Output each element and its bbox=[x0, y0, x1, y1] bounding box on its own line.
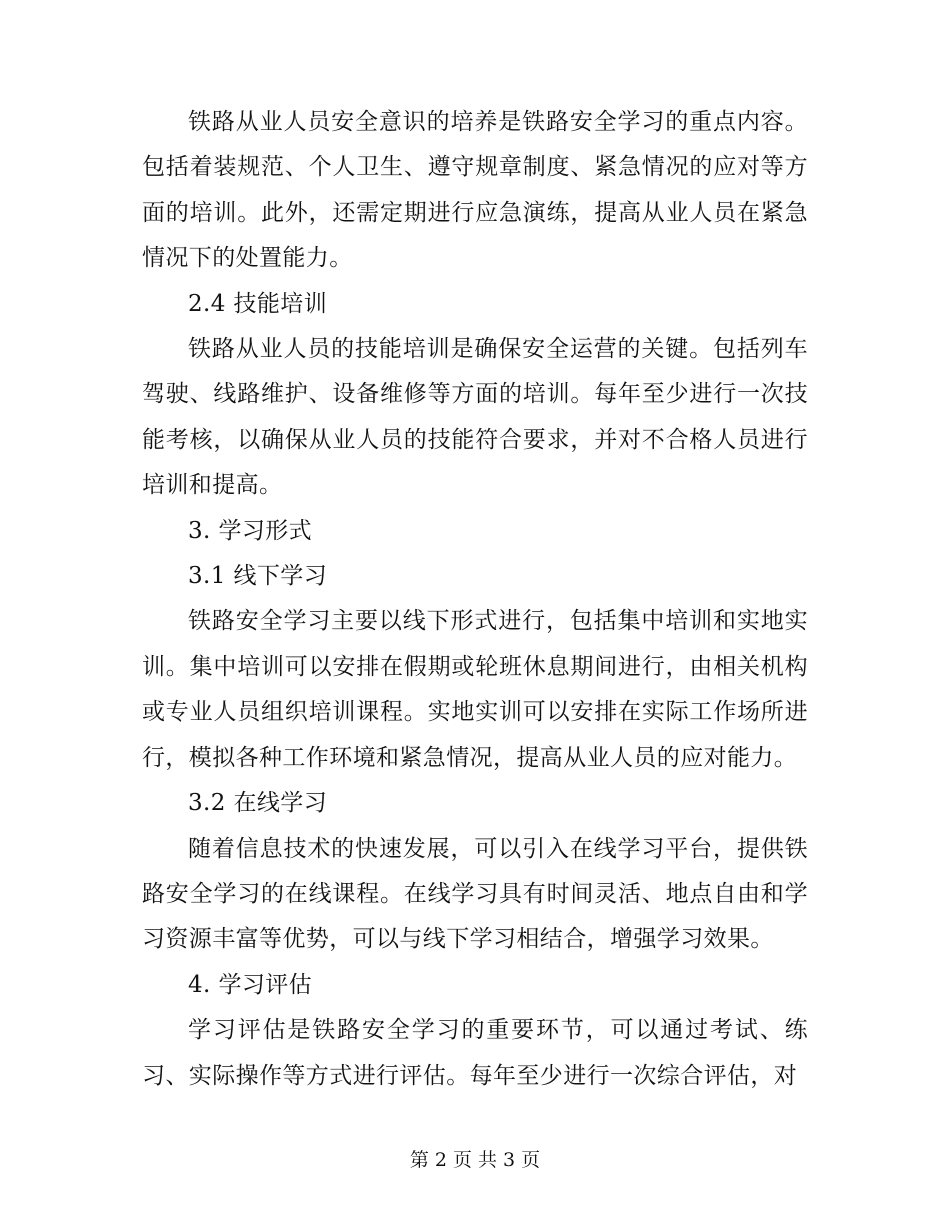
paragraph-offline-learning: 铁路安全学习主要以线下形式进行，包括集中培训和实地实训。集中培训可以安排在假期或轮班休息期间进行，由相关机构或专业人员组织培训课程。实地实训可以安排在实际工作场所进行，模拟各种工作环境和紧急情况，提高从业人员的应对能力。 bbox=[142, 608, 808, 771]
page-footer: 第 2 页 共 3 页 bbox=[409, 1149, 541, 1171]
paragraph-online-learning: 随着信息技术的快速发展，可以引入在线学习平台，提供铁路安全学习的在线课程。在线学习具有时间灵活、地点自由和学习资源丰富等优势，可以与线下学习相结合，增强学习效果。 bbox=[142, 835, 808, 953]
section-heading-3: 3. 学习形式 bbox=[188, 517, 313, 544]
section-heading-2-4: 2.4 技能培训 bbox=[188, 290, 328, 317]
document-body bbox=[142, 100, 808, 1099]
section-heading-4: 4. 学习评估 bbox=[188, 971, 313, 998]
section-heading-3-1: 3.1 线下学习 bbox=[188, 563, 328, 590]
paragraph-learning-evaluation: 学习评估是铁路安全学习的重要环节，可以通过考试、练习、实际操作等方式进行评估。每年至少进行一次综合评估，对 bbox=[142, 1017, 808, 1089]
paragraph-skill-training: 铁路从业人员的技能培训是确保安全运营的关键。包括列车驾驶、线路维护、设备维修等方面的培训。每年至少进行一次技能考核，以确保从业人员的技能符合要求，并对不合格人员进行培训和提高。 bbox=[142, 336, 808, 499]
paragraph-safety-awareness: 铁路从业人员安全意识的培养是铁路安全学习的重点内容。包括着装规范、个人卫生、遵守规章制度、紧急情况的应对等方面的培训。此外，还需定期进行应急演练，提高从业人员在紧急情况下的处置能力。 bbox=[142, 109, 808, 272]
section-heading-3-2: 3.2 在线学习 bbox=[188, 790, 328, 817]
